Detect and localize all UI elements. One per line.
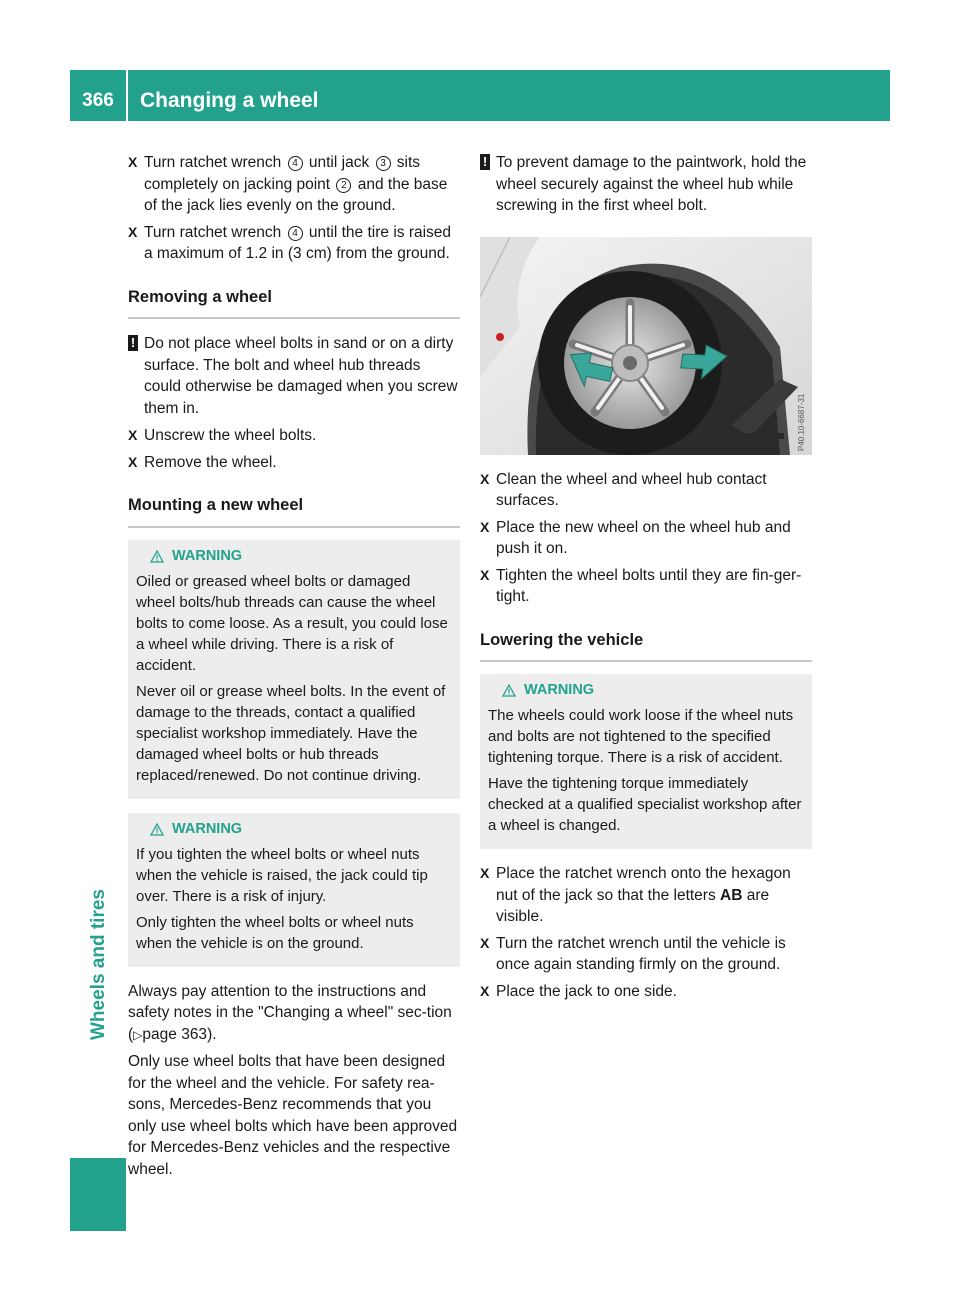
section-heading-removing: Removing a wheel xyxy=(128,287,460,320)
warning-box xyxy=(480,674,812,849)
section-heading-mounting: Mounting a new wheel xyxy=(128,495,460,528)
page-number: 366 xyxy=(82,90,114,111)
step-item: X Place the new wheel on the wheel hub and push it on. xyxy=(480,518,791,557)
photo-code: P40.10-6687-31 xyxy=(797,393,806,451)
step-arrow-icon: X xyxy=(480,865,490,881)
step-arrow-icon: X xyxy=(128,427,138,443)
warning-triangle-icon xyxy=(502,684,516,697)
chapter-tab-marker xyxy=(70,1158,126,1231)
step-item: X Turn ratchet wrench 4 until the tire is raised a maximum of 1.2 in (3 cm) from the ground. xyxy=(128,223,452,262)
callout-2-icon: 2 xyxy=(336,178,351,193)
callout-4-icon: 4 xyxy=(288,226,303,241)
warning-text: If you tighten the wheel bolts or wheel nuts when the vehicle is raised, the jack could tip over. There is a risk of injury. xyxy=(136,845,428,905)
callout-3-icon: 3 xyxy=(376,156,391,171)
body-paragraph: Always pay attention to the instructions and safety notes in the "Changing a wheel" sec-tion (▷page 363). xyxy=(128,982,452,1043)
warning-text: Oiled or greased wheel bolts or damaged wheel bolts/hub threads can cause the wheel bolts to come loose. As a result, you could lose a wheel while driving. There is a risk of accident. xyxy=(136,572,448,674)
wheel-mounting-photo xyxy=(480,237,812,455)
warning-text: Only tighten the wheel bolts or wheel nuts when the vehicle is on the ground. xyxy=(136,913,414,952)
warning-triangle-icon xyxy=(150,823,164,836)
step-item: X Remove the wheel. xyxy=(128,452,460,474)
step-item: X Clean the wheel and wheel hub contact surfaces. xyxy=(480,470,767,509)
left-column xyxy=(128,152,460,1185)
section-heading-lowering: Lowering the vehicle xyxy=(480,630,812,663)
warning-text: Have the tightening torque immediately checked at a qualified specialist workshop after a wheel is changed. xyxy=(488,775,802,834)
warning-text: The wheels could work loose if the wheel nuts and bolts are not tightened to the specified tightening torque. There is a risk of accident. xyxy=(488,707,794,766)
step-arrow-icon: X xyxy=(128,453,138,470)
callout-4-icon: 4 xyxy=(288,156,303,171)
page-reference-link[interactable]: page 363 xyxy=(142,1025,208,1043)
step-item: X Place the jack to one side. xyxy=(480,981,812,1003)
step-arrow-icon: X xyxy=(480,982,490,999)
notice-block: ! Do not place wheel bolts in sand or on a dirty surface. The bolt and wheel hub threads could otherwise be damaged when you screw them in. xyxy=(128,333,460,419)
header-divider xyxy=(126,70,128,121)
notice-icon: ! xyxy=(480,154,490,170)
right-column xyxy=(480,152,812,1007)
step-item: X Tighten the wheel bolts until they are fin-ger-tight. xyxy=(480,566,802,605)
notice-block: ! To prevent damage to the paintwork, hold the wheel securely against the wheel hub while screwing in the first wheel bolt. xyxy=(480,152,812,217)
page-ref-arrow-icon: ▷ xyxy=(133,1027,143,1042)
warning-box xyxy=(128,540,460,799)
step-arrow-icon: X xyxy=(480,518,490,535)
page-title: Changing a wheel xyxy=(140,89,319,112)
warning-box xyxy=(128,813,460,967)
step-arrow-icon: X xyxy=(480,934,490,951)
warning-header: WARNING xyxy=(502,680,802,701)
body-paragraph: Only use wheel bolts that have been designed for the wheel and the vehicle. For safety rea-sons, Mercedes-Benz recommends that you only use wheel bolts which have been approved for Mercedes-Benz vehicles and the respective wheel. xyxy=(128,1053,458,1178)
step-item: X Unscrew the wheel bolts. xyxy=(128,425,460,447)
warning-text: Never oil or grease wheel bolts. In the event of damage to the threads, contact a qualified specialist workshop immediately. Have the damaged wheel bolts or hub threads replaced/renewed. Do not continue driving. xyxy=(136,682,446,784)
notice-icon: ! xyxy=(128,335,138,351)
warning-header: WARNING xyxy=(150,546,450,567)
step-item: X Place the ratchet wrench onto the hexagon nut of the jack so that the letters AB are visible. xyxy=(480,865,791,925)
step-item: X Turn the ratchet wrench until the vehicle is once again standing firmly on the ground. xyxy=(480,934,786,973)
warning-triangle-icon xyxy=(150,550,164,563)
step-item: X Turn ratchet wrench 4 until jack 3 sits completely on jacking point 2 and the base of the jack lies evenly on the ground. xyxy=(128,154,448,214)
warning-header: WARNING xyxy=(150,819,450,840)
step-arrow-icon: X xyxy=(128,154,138,170)
step-arrow-icon: X xyxy=(480,470,490,487)
chapter-tab-label: Wheels and tires xyxy=(88,889,109,1040)
step-arrow-icon: X xyxy=(480,566,490,583)
step-arrow-icon: X xyxy=(128,223,138,240)
